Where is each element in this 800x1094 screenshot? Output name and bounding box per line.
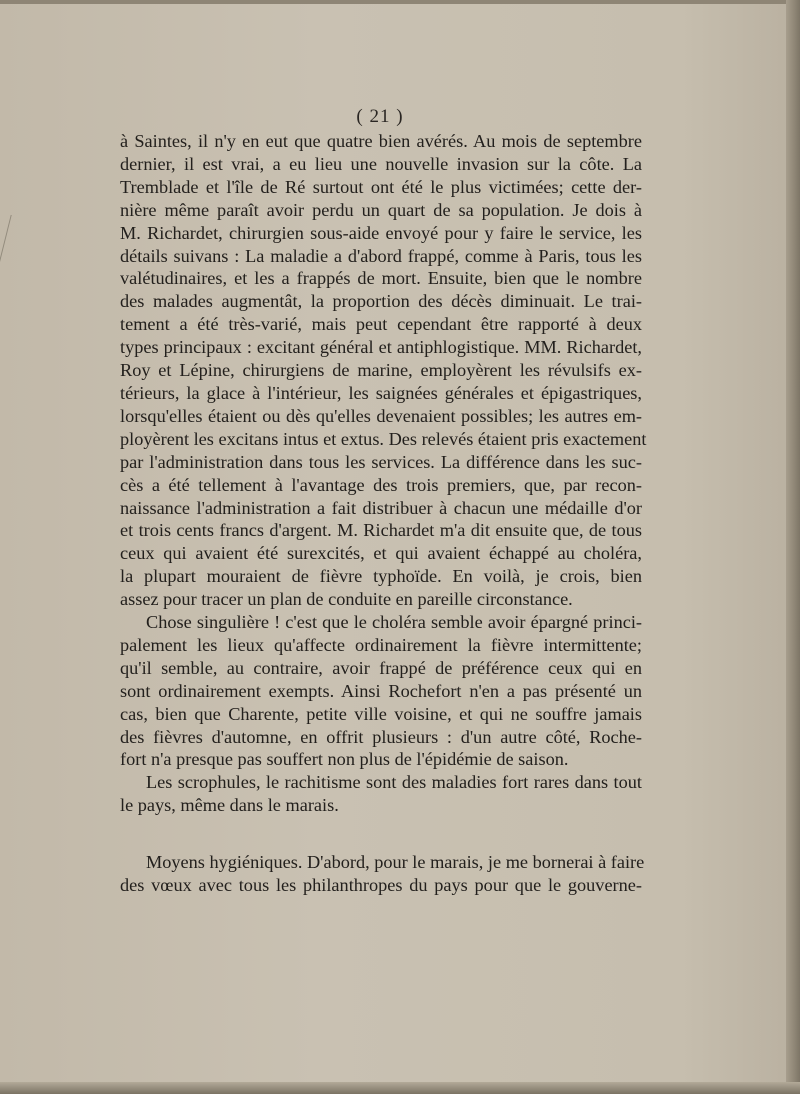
text-line: sont ordinairement exempts. Ainsi Rochefort n'en a pas présenté un xyxy=(120,680,642,701)
text-line: Chose singulière ! c'est que le choléra semble avoir épargné princi- xyxy=(146,612,642,633)
margin-pencil-mark xyxy=(0,215,30,285)
text-line: cas, bien que Charente, petite ville voisine, et qui ne souffre jamais xyxy=(120,703,642,724)
text-line: lorsqu'elles étaient ou dès qu'elles devenaient possibles; les autres em- xyxy=(120,405,642,426)
page-number: ( 21 ) xyxy=(356,106,404,127)
text-line: par l'administration dans tous les services. La différence dans les suc- xyxy=(120,451,642,472)
page-bottom-edge xyxy=(0,1082,800,1094)
text-line: des vœux avec tous les philanthropes du pays pour que le gouverne- xyxy=(120,875,642,896)
body-text xyxy=(120,130,647,897)
text-line: ceux qui avaient été surexcités, et qui avaient échappé au choléra, xyxy=(120,543,642,564)
text-line: fort n'a presque pas souffert non plus de l'épidémie de saison. xyxy=(120,749,569,770)
text-line: types principaux : excitant général et antiphlogistique. MM. Richardet, xyxy=(120,337,642,358)
text-line: dernier, il est vrai, a eu lieu une nouvelle invasion sur la côte. La xyxy=(120,153,642,174)
text-line: détails suivans : La maladie a d'abord frappé, comme à Paris, tous les xyxy=(120,245,642,266)
text-line: cès a été tellement à l'avantage des trois premiers, que, par recon- xyxy=(120,474,642,495)
text-line: assez pour tracer un plan de conduite en pareille circonstance. xyxy=(120,589,573,610)
text-line: des malades augmentât, la proportion des décès diminuait. Le trai- xyxy=(120,291,642,312)
text-line: ployèrent les excitans intus et extus. Des relevés étaient pris exactement xyxy=(120,428,647,449)
paragraph-gap xyxy=(120,817,642,851)
text-line: des fièvres d'automne, en offrit plusieurs : d'un autre côté, Roche- xyxy=(120,726,642,747)
text-line: M. Richardet, chirurgien sous-aide envoyé pour y faire le service, les xyxy=(120,222,642,243)
page-right-edge xyxy=(786,0,800,1094)
text-line: Les scrophules, le rachitisme sont des maladies fort rares dans tout xyxy=(146,772,642,793)
text-line: palement les lieux qu'affecte ordinairement la fièvre intermittente; xyxy=(120,634,642,655)
text-line: et trois cents francs d'argent. M. Richardet m'a dit ensuite que, de tous xyxy=(120,520,642,541)
text-line: Moyens hygiéniques. D'abord, pour le marais, je me bornerai à faire xyxy=(146,852,645,873)
text-line: Tremblade et l'île de Ré surtout ont été le plus victimées; cette der- xyxy=(120,176,642,197)
text-line: nière même paraît avoir perdu un quart de sa population. Je dois à xyxy=(120,199,642,220)
text-line: le pays, même dans le marais. xyxy=(120,795,339,816)
text-line: valétudinaires, et les a frappés de mort. Ensuite, bien que le nombre xyxy=(120,268,642,289)
text-line: tement a été très-varié, mais peut cependant être rapporté à deux xyxy=(120,314,642,335)
text-line: la plupart mouraient de fièvre typhoïde. En voilà, je crois, bien xyxy=(120,566,642,587)
text-line: térieurs, la glace à l'intérieur, les saignées générales et épigastriques, xyxy=(120,382,642,403)
page-top-edge xyxy=(0,0,800,4)
text-line: à Saintes, il n'y en eut que quatre bien avérés. Au mois de septembre xyxy=(120,131,642,151)
text-line: naissance l'administration a fait distribuer à chacun une médaille d'or xyxy=(120,497,642,518)
text-line: qu'il semble, au contraire, avoir frappé de préférence ceux qui en xyxy=(120,657,642,678)
text-line: Roy et Lépine, chirurgiens de marine, employèrent les révulsifs ex- xyxy=(120,360,642,381)
